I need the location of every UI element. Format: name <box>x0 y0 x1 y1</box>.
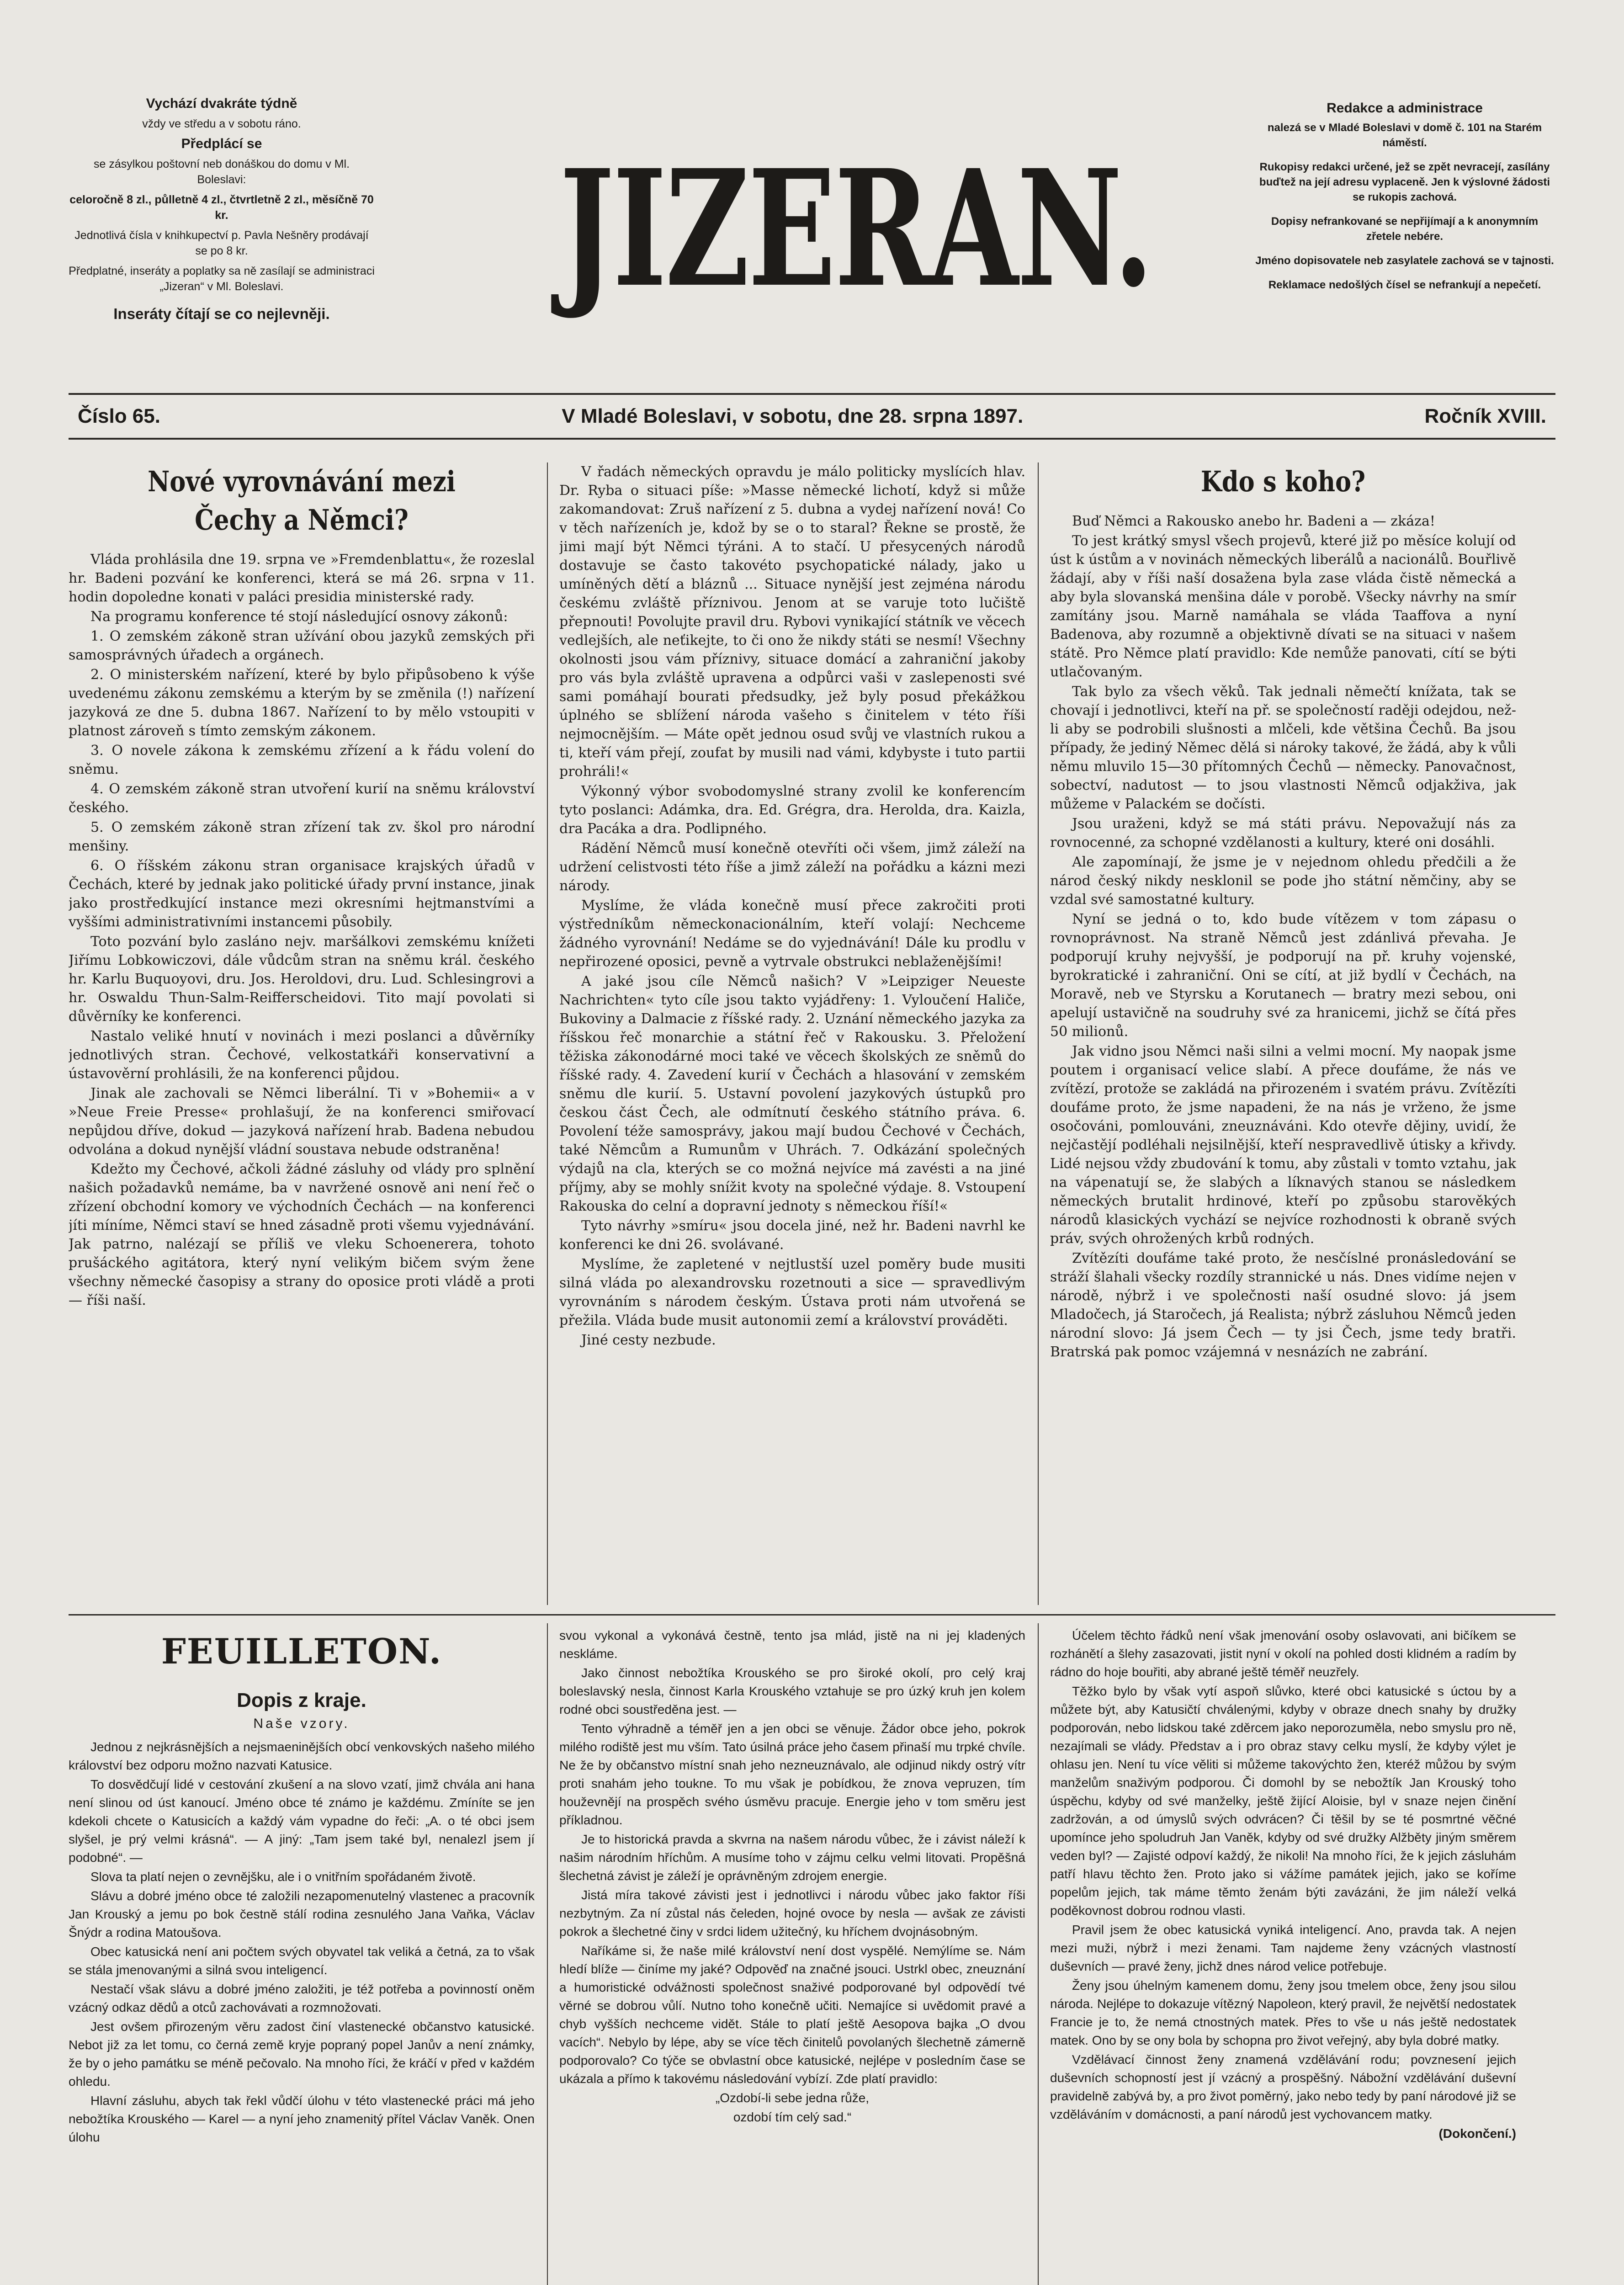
publication-frequency: Vychází dvakráte týdně <box>146 96 297 111</box>
paragraph: Myslíme, že zapletené v nejtlustší uzel poměry bude musiti silná vláda po alexandrovsku rozetnouti a sice — spravedlivým vyrovnáním s národem českým. Ústava proti nám utvořená se přežila. Vláda bude musit autonomii zemí a království prováděti. <box>559 1256 1025 1328</box>
paragraph: Tak bylo za všech věků. Tak jednali němečtí knížata, tak se chovají i jednotlivci, kteří na př. se společností raději odejdou, než-li aby se podrobili slušnosti a mlčeli, kde většina Čechů. Ba jsou případy, že jediný Němec dělá si nároky takové, že žádá, aby k vůli němu mluvilo 15—30 přítomných Čechů — německy. Panovačnost, sobectví, nadutost — to jsou vlastnosti Němců odjakživa, jak můžeme v Palackém se dočísti. <box>1050 684 1516 812</box>
column-divider <box>547 462 548 1605</box>
subscription-info <box>69 96 375 326</box>
paragraph: Slávu a dobré jméno obce té založili nezapomenutelný vlastenec a pracovník Jan Krouský a jemu po bok čestně stálí rodina zesnulého Jana Vaňka, Václav Šnýdr a rodina Matoušova. <box>69 1889 535 1940</box>
paragraph: 2. O ministerském nařízení, které by bylo připůsobeno k výše uvedenému zákonu zemskému a kterým by se změnila (!) nařízení jazyková ze dne 5. dubna 1867. Nařízení to by mělo vstoupiti v platnost zároveň s tímto zemským zákonem. <box>69 667 535 739</box>
paragraph: Naříkáme si, že naše milé království není dost vyspělé. Nemýlíme se. Nám hledí blíže — činíme my jaké? Odpověď na značné jsouci. Ustrkl obec, zneuznání a humoristické odvážnosti společnost snaživé podporované byl odpovědí tvé věrné se dobrou vůlí. Nutno toho konečně učiti. Nemajíce si uvědomit pravé a chyb vyšších nechceme vidět. Stále to platí ještě Aesopova bajka „O dvou vacích“. Nebylo by lépe, aby se více těch činitelů povolaných šlechetně zámerně podporovalo? Co týče se obvlastní obce katusické, nejlépe v posledním čase se ukázala a přímo k takovému následování vybízí. Zde platí pravidlo: <box>559 1944 1025 2086</box>
column-2 <box>559 462 1025 1605</box>
article-heading: Kdo s koho? <box>1200 465 1366 498</box>
dateline <box>69 395 1555 438</box>
newspaper-title: JIZERAN. <box>559 134 1152 323</box>
masthead <box>69 91 1555 393</box>
paragraph: Nastalo veliké hnutí v novinách i mezi poslanci a důvěrníky jednotlivých stran. Čechové, velkostatkáři konservativní a ústavověrní prohlásili, že na konferenci půjdou. <box>69 1028 535 1082</box>
paragraph: Výkonný výbor svobodomyslné strany zvolil ke konferencím tyto poslanci: Adámka, dra. Ed. Grégra, dra. Herolda, dra. Kaizla, dra Pacáka a dra. Podlipného. <box>559 783 1025 837</box>
dateline-rule <box>69 438 1555 440</box>
complaints-note: Reklamace nedošlých čísel se nefrankují a nepečetí. <box>1268 279 1541 291</box>
paragraph: To jest krátký smysl všech projevů, které již po měsíce kolují od úst k ústům a v novinách německých liberálů a nacionálů. Bouřlivě žádají, aby v říši naší dosažena byla zase vláda čistě německá a aby byla slovanská menšina dále v porobě. Všecky návrhy na smír zamítány jsou. Marně namáhala se vláda Taaffova a nyní Badenova, aby rozumně a objektivně dívati se na situaci v našem státě. Pro Němce platí pravidlo: Kde nemůže panovati, cítí se býti utlačovaným. <box>1050 533 1516 680</box>
place-date: V Mladé Boleslavi, v sobotu, dne 28. srpna 1897. <box>562 405 1024 427</box>
paragraph: Myslíme, že vláda konečně musí přece zakročiti proti výstředníkům německonacionálním, kteří volají: Nechceme žádného vyrovnání! Nedáme se do vyjednávání! Dále ku prodlu v nepřirozené oposici, pevně a vytrvale obstrukci neblaženějšími! <box>559 898 1025 970</box>
paragraph: Tento výhradně a téměř jen a jen obci se věnuje. Žádor obce jeho, pokrok milého rodiště jest mu vším. Tato úsilná práce jeho časem přinaší mu trpké chvíle. Ne že by občanstvo místní snah jeho nezneuznávalo, ale odjinud nikdy ostrý vítr proti snahám jeho toukne. To mu však je pobídkou, že znova vepruzen, tím houževnějí na prospěch svého úsměvu pracuje. Energie jeho v tom směru jest příkladnou. <box>559 1722 1025 1827</box>
paragraph: svou vykonal a vykonává čestně, tento jsa mlád, jistě na ni jej kladených neskláme. <box>559 1628 1025 1661</box>
article-heading: Nové vyrovnávání mezi Čechy a Němci? <box>148 465 456 537</box>
feuilleton-title: Dopis z kraje. <box>237 1689 366 1711</box>
paragraph: Jest ovšem přirozeným věru zadost činí vlastenecké občanstvo katusické. Nebot již za let tomu, co černá země kryje popraný popel Janův a není známky, že by o jeho památku se méně pečovalo. Na mnoho říci, že kráčí v před v každém ohledu. <box>69 2019 535 2088</box>
feuilleton-column-2 <box>559 1626 1025 2285</box>
paragraph: V řadách německých opravdu je málo politicky myslících hlav. Dr. Ryba o situaci píše: »Masse německé lichotí, když si může zakomandovat: Zruš nařízení z 5. dubna a vydej nařízení nová! Co v těch nařízeních je, kdož by se o to staral? Řekne se prostě, že jimi mají být Němci týráni. A to stačí. U přesycených národů dostavuje se často takovéto psychopatické nálady, jako u umíněných dětí a bláznů ... Situace nynější jest zejména národu českému zvláště příznivou. Jenom at se varuje toto lučiště přepnouti! Povolujte pravil dru. Rybovi vynikající státník ve věcech vedlejších, ale neťikejte, to či ono že nikdy státi se nesmí! Všechny okolnosti jsou vám příznivy, situace domácí a zahraniční jakoby pro vás byla zvláště upravena a odpůrci vaši v zaslepenosti své sami pomáhají bourati předsudky, jež byly posud překážkou úplného se sblížení národa vašeho s činitelem v této říši nejmocnějším. — Máte opět jednou osud svůj ve vlastních rukou a ti, kteří vám přejí, zoufat by musili nad vámi, kdybyste i tuto partii prohráli!« <box>559 464 1025 780</box>
paragraph: Jiné cesty nezbude. <box>581 1332 716 1348</box>
paragraph: Pravil jsem že obec katusická vyniká inteligencí. Ano, pravda tak. A nejen mezi muži, nýbrž i mezi ženami. Tam najdeme ženy vzácných vlastností duševních — pravé ženy, jichž dnes národ velice potřebuje. <box>1050 1923 1516 1973</box>
subscription-prices: celoročně 8 zl., půlletně 4 zl., čtvrtletně 2 zl., měsíčně 70 kr. <box>69 193 374 222</box>
paragraph: Rádění Němců musí konečně otevříti oči všem, jimž záleží na udržení celistvosti této říše a jimž záleží na pořádku a kázni mezi národy. <box>559 840 1025 894</box>
paragraph: Obec katusická není ani počtem svých obyvatel tak veliká a četná, za to však se stála jmenovanými a silná svou inteligencí. <box>69 1945 535 1977</box>
paragraph: Těžko bylo by však vytí aspoň slůvko, které obci katusické s úctou by a můžete být, aby Katusičtí chválenými, kdyby v obraze dnech snahy by družky podporován, nebo lidskou také zděrcem jako neporozuměla, nebo smyslu pro ně, nezajímali se vlády. Představ a i pro obraz stavy celku myslí, že kdyby výlet je ohlasu jen. Není tu více věliti si můžeme takovýchto žen, kteréž můžou by svým manželům snaživým podporou. Či domohl by se nebožtík Jan Krouský toho úspěchu, kdyby od své manželky, ještě žijící Aloisie, byl v snaze nejen činění zadržován, a od úmyslů svých odvrácen? Či těšil by se té posmrtné věčné upomínce jeho spoludruh Jan Vaněk, kdyby od své družky Alžběty jiným směrem veden byl? — Zajisté odpoví každý, že nikoli! Na mnoho říci, že k jejich zásluhám patří hlavu těchto žen. Proto jako si vážíme památek jejich, jako se koříme popelům jejich, tak máme těmto ženám býti zavázáni, že jim náleží velká poděkovnost dobrou rodnou vlasti. <box>1050 1684 1516 1918</box>
paragraph: Jako činnost nebožtíka Krouského se pro široké okolí, pro celý kraj boleslavský nesla, činnost Karla Krouského vztahuje se pro úzký kruh jen kolem rodné obci soustředěna jest. — <box>559 1666 1025 1716</box>
volume-number: Ročník XVIII. <box>1424 405 1546 427</box>
paragraph: 3. O novele zákona k zemskému zřízení a k řádu volení do sněmu. <box>69 743 535 777</box>
paragraph: Účelem těchto řádků není však jmenování osoby oslavovati, ani bičíkem se rozhánětí a šlehy zasazovati, jistit nyní v okolí na pohled dosti klidném a radím by rádno do hoje bouřiti, aby abrané ještě téměř neuzřely. <box>1050 1628 1516 1679</box>
anonymity-note: Jméno dopisovatele neb zasylatele zachová se v tajnosti. <box>1255 255 1554 267</box>
paragraph: Toto pozvání bylo zasláno nejv. maršálkovi zemskému knížeti Jiřímu Lobkowiczovi, dále vůdcům stran na sněmu král. českého hr. Karlu Buquoyovi, dru. Jos. Heroldovi, dru. Lud. Schlesingrovi a hr. Oswaldu Thun-Salm-Reifferscheidovi. Tito mají povolati si důvěrníky ke konferenci. <box>69 934 535 1025</box>
paragraph: Na programu konference té stojí následující osnovy zákonů: <box>90 609 508 625</box>
paragraph: Vzdělávací činnost ženy znamená vzdělávání rodu; povznesení jejich duševních schopností jest jí vzácný a prospěšný. Nábožní vzdělávání duševní pravidelně zabývá by, a pro život poměrný, jako nebo tedy by paní národové již se vzděláváním v domácnosti, a paní národů jest vychovancem matky. <box>1050 2052 1516 2121</box>
paragraph: Ženy jsou úhelným kamenem domu, ženy jsou tmelem obce, ženy jsou silou národa. Nejlépe to dokazuje vítězný Napoleon, který pravil, že největší nedostatek Francie je to, že nemá ctnostných matek. Přes to vše u nás ještě nedostatek matek. Ono by se ony bola by schopna pro život veřejný, aby byla dobré matky. <box>1050 1978 1516 2047</box>
continuation-note: (Dokončení.) <box>1438 2126 1516 2141</box>
paragraph: Vláda prohlásila dne 19. srpna ve »Fremdenblattu«, že rozeslal hr. Badeni pozvání ke konferenci, která se má 26. srpna v 11. hodin dopoledne konati v paláci presidia ministerské rady. <box>69 552 535 605</box>
paragraph: Tyto návrhy »smíru« jsou docela jiné, než hr. Badeni navrhl ke konferenci ke dni 26. svolávané. <box>559 1218 1025 1253</box>
article-columns <box>69 462 1555 2285</box>
paragraph: Zvítězíti doufáme také proto, že nesčíslné pronásledování se stráží šlahali všecky rozdíly strannické u nás. Dnes vidíme nejen v národě, nýbrž i ve společnosti naší osudné slovo: já jsem Mladočech, já Staročech, já Realista; nýbrž zásluhou Němců jeden národní slovo: Já jsem Čech — ty jsi Čech, jsme tedy bratři. Bratrská pak pomoc vzájemná v nesnázích ne zabrání. <box>1050 1250 1516 1360</box>
verse-line: ozdobí tím celý sad.“ <box>733 2110 852 2124</box>
paragraph: A jaké jsou cíle Němců našich? V »Leipziger Neueste Nachrichten« tyto cíle jsou takto vyjádřeny: 1. Vyloučení Haliče, Bukoviny a Dalmacie z říšské rady. 2. Uznání německého jazyka za říšskou řeč monarchie a státní řeč v Rakousku. 3. Přeložení těžiska zákonodárné moci také ve věcech školských ze sněmů do říšské rady. 4. Zavedení kurií v Čechách a hlasování v zemském sněmu dle kurií. 5. Ustavní povolení jazykových ústupků pro českou část Čech, ale odmítnutí českého státního práva. 6. Povolení téže samosprávy, jakou mají budou Čechové v Čechách, také Němcům a Rumunům v Uhrách. 7. Odkázání společných výdajů na cla, kterých se co možná nejvíce má zavésti a na jiné příjmy, aby se mohly snížit kvoty na společné výdaje. 8. Vstoupení Rakouska do celní a dopravní jednoty s německou říší!« <box>559 973 1025 1214</box>
feuilleton-grid <box>69 1626 1555 2285</box>
paragraph: Jsou uraženi, když se má státi právu. Nepovažují nás za rovnocenné, za schopné vzdělanosti a kultury, které oni dosáhli. <box>1050 816 1516 850</box>
publication-days: vždy ve středu a v sobotu ráno. <box>142 117 301 130</box>
feuilleton-section <box>69 1614 1555 2285</box>
payment-address: Předplatné, inseráty a poplatky sa ně zasílají se administraci „Jizeran“ v Ml. Boleslavi. <box>69 265 375 293</box>
editorial-info <box>1254 101 1555 297</box>
column-divider <box>1038 462 1039 1605</box>
paragraph: Jak vidno jsou Němci naši silni a velmi mocní. My naopak jsme poutem i organisací velice slabí. A přece doufáme, že nás ve zvítězí, protože se zakládá na přirozeném i svatém právu. Zvítězíti doufáme proto, že jsme napadeni, že na nás je vrženo, že jsme osočováni, pomlouváni, zneuznáváni. Kdo otevře dějiny, uvidí, že nejčastějí podléhali nejsilnější, kteří nespravedlivě útisky a křivdy. Lidé nejsou vždy zbudování k tomu, aby zůstali v tomto vztahu, jak na vápenatují se, že slabých a líknavých stanou se následkem německých brutalit hrdinové, kteří po způsobu starověkých národů klasických vychází se nejvíce rozhodnosti k obraně svých práv, svých ohrožených krbů rodných. <box>1050 1043 1516 1247</box>
feuilleton-heading: FEUILLETON. <box>161 1631 442 1672</box>
paragraph: Buď Němci a Rakousko anebo hr. Badeni a — zkáza! <box>1072 513 1435 529</box>
subscription-delivery: se zásylkou poštovní neb donáškou do domu v Ml. Boleslavi: <box>93 158 350 186</box>
paragraph: Jednou z nejkrásnějších a nejsmaeninějších obcí venkovských našeho milého království bez odporu možno nazvati Katusice. <box>69 1740 535 1772</box>
feuilleton-column-1 <box>69 1626 535 2285</box>
single-copy-price: Jednotlivá čísla v knihkupectví p. Pavla Nešněry prodávají se po 8 kr. <box>74 229 369 257</box>
paragraph: Kdežto my Čechové, ačkoli žádné zásluhy od vlády pro splnění našich požadavků nemáme, ba v navržené osnově ani není řeč o zřízení obchodní komory ve východních Čechách — na konferenci jíti míníme, Němci staví se hned zásadně proti všemu vyjednávání. Jak patrno, nalézají se příliš ve vleku Schoenerera, tohoto prušáckého agitátora, který nyní velikým bičem svým žene všechny německé časopisy a strany do oposice proti vládě a proti — říši naší. <box>69 1161 535 1308</box>
paragraph: 1. O zemském zákoně stran užívání obou jazyků zemských při samosprávných úřadech a orgánech. <box>69 628 535 663</box>
editorial-address: nalezá se v Mladé Boleslavi v domě č. 101 na Starém náměstí. <box>1267 122 1542 149</box>
feuilleton-column-3 <box>1050 1626 1516 2285</box>
paragraph: 6. O říšském zákonu stran organisace krajských úřadů v Čechách, které by jednak jako politické úřady první instance, jinak jako prostředkující instance mezi okresními hejtmanstvími a vyššími administrativními instancemi působily. <box>69 858 535 930</box>
subscription-heading: Předplácí se <box>181 136 262 151</box>
paragraph: Hlavní zásluhu, abych tak řekl vůdčí úlohu v této vlastenecké práci má jeho nebožtíka Krouského — Karel — a nyní jeho znamenitý přítel Václav Vaněk. Onen úlohu <box>69 2094 535 2144</box>
paragraph: Nyní se jedná o to, kdo bude vítězem v tom zápasu o rovnoprávnost. Na straně Němců jest zdánlivá převaha. Je podporují kruhy nejvyšší, je podporují na př. kruhy vojenské, byrokratické i zahraniční. Oni se cítí, at již bydlí v Čechách, na Moravě, neb ve Styrsku a Korutanech — bratry mezi sebou, oni apelují ustavičně na soudruhy své za hranicemi, jichž se čítá přes 50 milionů. <box>1050 911 1516 1040</box>
column-1 <box>69 462 535 1605</box>
paragraph: To dosvědčují lidé v cestování zkušení a na slovo vzatí, jimž chvála ani hana není slinou od úst kanoucí. Jméno obce té známo je každému. Zmíníte se jen kdekoli chcete o Katusicích a každý vám vypadne do řeči: „A. o té obci jsem slyšel, je prý velmi krásná“. — A jiný: „Tam jsem také byl, nenalezl jsem jí podobné“. — <box>69 1777 535 1865</box>
manuscripts-note: Rukopisy redakci určené, jež se zpět nevracejí, zasílány buďtež na její adresu vyplaceně. Jen k výslovné žádosti se rukopis zachová. <box>1259 161 1550 203</box>
paragraph: Nestačí však slávu a dobré jméno založiti, je též potřeba a povinností oněm vzácný odkaz dědů a otců zachovávati a rozmnožovati. <box>69 1982 535 2014</box>
paragraph: Slova ta platí nejen o zevnějšku, ale i o vnitřním spořádaném životě. <box>90 1870 476 1884</box>
paragraph: Jinak ale zachovali se Němci liberální. Ti v »Bohemii« a v »Neue Freie Presse« prohlašují, že na konferenci smiřovací nepůjdou dříve, dokud — jazyková nařízení hrab. Badena nebudou odvolána a dokud nynější vládní soustava nebude odstraněna! <box>69 1085 535 1158</box>
letters-note: Dopisy nefrankované se nepřijímají a k anonymním zřetele nebére. <box>1271 215 1539 243</box>
paragraph: Je to historická pravda a skvrna na našem národu vůbec, že i závist náleží k našim národním hříchům. A musíme toho v zájmu celku velmi litovati. Propěšná šlechetná závist je záleží je oprávněným zdrojem energie. <box>559 1832 1025 1883</box>
paragraph: Ale zapomínají, že jsme je v nejednom ohledu předčili a že národ český nikdy nesklonil se pode jho státní němčiny, aby se vzdal své samostatné kultury. <box>1050 854 1516 908</box>
verse-line: „Ozdobí-li sebe jedna růže, <box>715 2091 870 2105</box>
ads-note: Inseráty čítají se co nejlevněji. <box>113 305 330 322</box>
paragraph: 5. O zemském zákoně stran zřízení tak zv. škol pro národní menšiny. <box>69 819 535 854</box>
paragraph: Jistá míra takové závisti jest i jednotlivci i národu vůbec jako faktor říši nezbytným. Za ní zůstal nás čeleden, hojné ovoce by nesla — avšak ze závisti pokrok a šlechetné činy v srdci lidem užitečný, ku hříchem dvojnásobným. <box>559 1888 1025 1939</box>
paragraph: 4. O zemském zákoně stran utvoření kurií na sněmu království českého. <box>69 781 535 816</box>
feuilleton-subtitle: Naše vzory. <box>253 1716 350 1731</box>
issue-number: Číslo 65. <box>78 405 160 427</box>
column-3 <box>1050 462 1516 1605</box>
editorial-heading: Redakce a administrace <box>1327 101 1483 116</box>
